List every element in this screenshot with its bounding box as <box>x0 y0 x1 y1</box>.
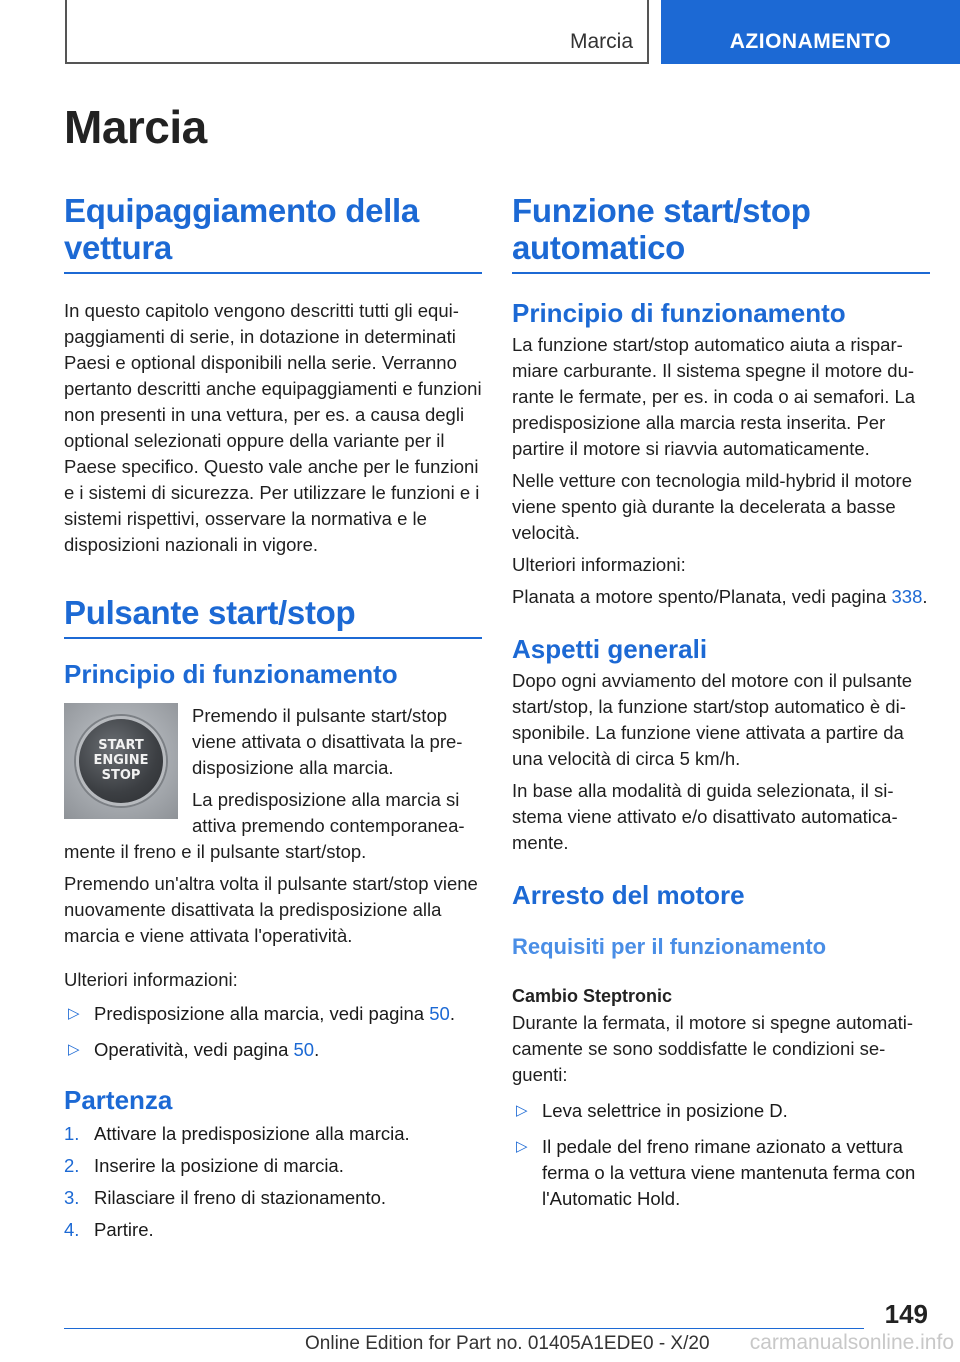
edition-text: Online Edition for Part no. 01405A1EDE0 - X/20 <box>305 1333 710 1354</box>
steptronic-paragraph: Durante la fermata, il motore si spegne automaticamente se sono soddisfatte le condizioni seguenti: <box>512 1012 914 1085</box>
page-number: 149 <box>884 1299 928 1329</box>
subheading-steptronic: Cambio Steptronic <box>512 986 673 1006</box>
header-breadcrumb-box <box>65 0 649 64</box>
page-title: Marcia <box>64 101 207 153</box>
list-item: ▷ Leva selettrice in posizione D. <box>512 1098 930 1124</box>
funzione-paragraph-1: La funzione start/stop automatico aiuta a risparmiare carburante. Il sistema spegne il motore durante le fermate, per es. in coda o ai semafori. La predisposizione alla marcia resta inserita. Per partire il motore si riavvia automaticamente. <box>512 334 916 459</box>
breadcrumb: Marcia <box>569 30 633 53</box>
button-label: START ENGINE STOP <box>93 738 149 783</box>
heading-aspetti-generali: Aspetti generali <box>512 634 708 664</box>
left-column <box>64 192 482 1243</box>
more-info-label-right: Ulteriori informazioni: <box>512 554 686 575</box>
pulsante-paragraph-1: Premendo il pulsante start/stop viene attivata o disattivata la predisposizione alla marcia. <box>192 705 463 778</box>
aspetti-paragraph-1: Dopo ogni avviamento del motore con il pulsante start/stop, la funzione start/stop automatico è disponibile. La funzione viene attivata a partire da una velocità di circa 5 km/h. <box>512 670 913 769</box>
section-tab[interactable] <box>661 0 960 64</box>
more-info-label-left: Ulteriori informazioni: <box>64 969 238 990</box>
heading-arresto-motore: Arresto del motore <box>512 880 745 910</box>
subheading-principio-right: Principio di funzionamento <box>512 298 846 328</box>
heading-partenza: Partenza <box>64 1085 173 1115</box>
list-item: ▷ Predisposizione alla marcia, vedi pagina 50. <box>64 1001 482 1027</box>
subheading-requisiti: Requisiti per il funzionamento <box>512 934 827 959</box>
page-link[interactable]: 50 <box>429 1003 450 1024</box>
triangle-bullet-icon: ▷ <box>68 1005 80 1022</box>
footer-divider <box>64 1328 864 1329</box>
step-item: 3. Rilasciare il freno di stazionamento. <box>64 1187 387 1208</box>
triangle-bullet-icon: ▷ <box>68 1041 80 1058</box>
list-item: ▷ Operatività, vedi pagina 50. <box>64 1037 482 1063</box>
section-tab-label: AZIONAMENTO <box>729 30 892 53</box>
step-item: 1. Attivare la predisposizione alla marcia. <box>64 1123 410 1144</box>
page-link[interactable]: 338 <box>891 586 923 607</box>
heading-equipaggiamento: Equipaggiamento della vettura <box>64 192 482 274</box>
intro-paragraph: In questo capitolo vengono descritti tutti gli equipaggiamenti di serie, in dotazione in determinati Paesi e optional disponibili nella serie. Verranno pertanto descritti anche equipaggiamenti e funzioni non presenti in una vettura, per es. a causa degli optional selezionati oppure della variante per il Paese specifico. Questo vale anche per le funzioni e i sistemi di sicurezza. Per utilizzare le funzioni e i sistemi rispettivi, osservare la normativa e le disposizioni nazionali in vigore. <box>64 300 482 555</box>
subheading-principio-left: Principio di funzionamento <box>64 659 398 689</box>
triangle-bullet-icon: ▷ <box>516 1102 528 1119</box>
funzione-paragraph-2: Nelle vetture con tecnologia mild-hybrid il motore viene spento già durante la decelerata a basse velocità. <box>512 470 912 543</box>
pulsante-paragraph-2: La predisposizione alla marcia si attiva premendo contemporaneamente il freno e il pulsante start/stop. <box>64 789 465 862</box>
heading-pulsante: Pulsante start/stop <box>64 594 482 639</box>
list-item: ▷ Il pedale del freno rimane azionato a vettura ferma o la vettura viene mantenuta ferma con l'Automatic Hold. <box>516 1136 916 1209</box>
pulsante-paragraph-3: Premendo un'altra volta il pulsante start/stop viene nuovamente disattivata la predisposizione alla marcia e viene attivata l'operatività. <box>64 873 478 946</box>
page-link[interactable]: 50 <box>293 1039 315 1060</box>
aspetti-paragraph-2: In base alla modalità di guida selezionata, il sistema viene attivato e/o disattivato automaticamente. <box>512 780 898 853</box>
step-item: 2. Inserire la posizione di marcia. <box>64 1155 344 1176</box>
triangle-bullet-icon: ▷ <box>516 1138 528 1155</box>
start-engine-stop-icon <box>64 703 178 819</box>
heading-funzione-start-stop: Funzione start/stop automatico <box>512 192 930 274</box>
planata-reference: Planata a motore spento/Planata, vedi pagina 338. <box>512 586 928 607</box>
step-item: 4. Partire. <box>64 1219 154 1240</box>
start-button-block <box>64 703 482 865</box>
watermark: carmanualsonline.info <box>749 1331 954 1354</box>
right-column <box>512 192 930 1212</box>
